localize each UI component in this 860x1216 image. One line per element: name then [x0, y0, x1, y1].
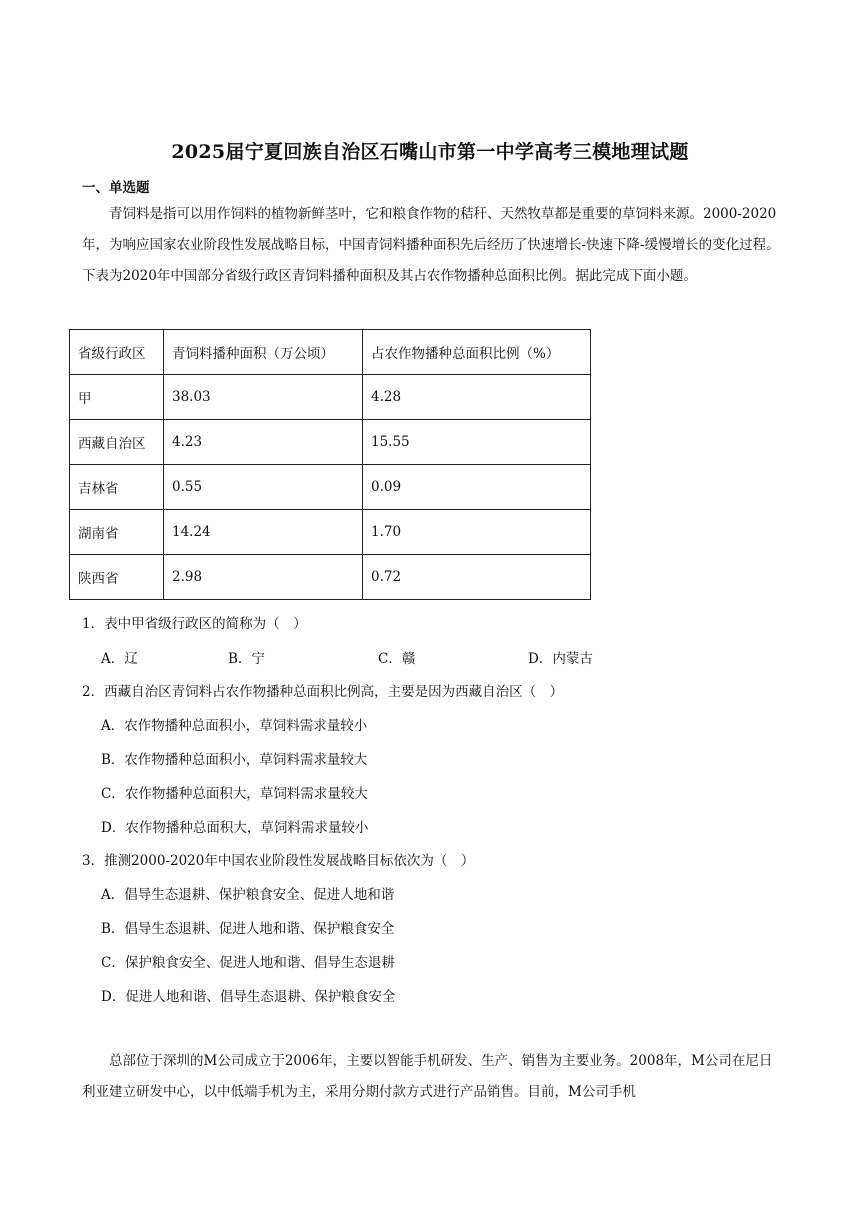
section-heading: 一、单选题 [82, 180, 150, 196]
question-3-option-b: B．倡导生态退耕、促进人地和谐、保护粮食安全 [101, 921, 395, 937]
table-cell: 0.72 [363, 555, 591, 600]
table-row [70, 375, 591, 420]
table-cell: 4.23 [164, 420, 363, 465]
table-cell: 2.98 [164, 555, 363, 600]
table-cell: 甲 [70, 375, 164, 420]
question-1-option-a: A．辽 [101, 651, 138, 667]
table-header-cell: 青饲料播种面积（万公顷） [164, 330, 363, 375]
table-cell: 西藏自治区 [70, 420, 164, 465]
table-cell: 吉林省 [70, 465, 164, 510]
question-2-option-d: D．农作物播种总面积大，草饲料需求量较小 [101, 820, 369, 836]
table-cell: 15.55 [363, 420, 591, 465]
question-3-option-d: D．促进人地和谐、倡导生态退耕、保护粮食安全 [101, 989, 396, 1005]
table-cell: 38.03 [164, 375, 363, 420]
next-passage-text: 总部位于深圳的M公司成立于2006年，主要以智能手机研发、生产、销售为主要业务。2008年，M公司在尼日利亚建立研发中心，以中低端手机为主，采用分期付款方式进行产品销售。目前，M公司手机 [82, 1053, 773, 1100]
question-2-option-a: A．农作物播种总面积小，草饲料需求量较小 [101, 718, 368, 734]
intro-passage [82, 199, 782, 292]
table-row [70, 510, 591, 555]
next-passage [82, 1046, 782, 1108]
table-cell: 湖南省 [70, 510, 164, 555]
intro-text: 青饲料是指可以用作饲料的植物新鲜茎叶，它和粮食作物的秸秆、天然牧草都是重要的草饲料来源。2000-2020年，为响应国家农业阶段性发展战略目标，中国青饲料播种面积先后经历了快速增长-快速下降-缓慢增长的变化过程。下表为2020年中国部分省级行政区青饲料播种面积及其占农作物播种总面积比例。据此完成下面小题。 [82, 206, 780, 284]
table-cell: 陕西省 [70, 555, 164, 600]
question-3-option-a: A．倡导生态退耕、保护粮食安全、促进人地和谐 [101, 887, 395, 903]
question-2-option-c: C．农作物播种总面积大，草饲料需求量较大 [101, 786, 368, 802]
table-header-cell: 占农作物播种总面积比例（%） [363, 330, 591, 375]
table-header-row [70, 330, 591, 375]
question-1-stem: 1．表中甲省级行政区的简称为（ ） [82, 616, 307, 632]
table-cell: 14.24 [164, 510, 363, 555]
table-cell: 0.55 [164, 465, 363, 510]
question-3-option-c: C．保护粮食安全、促进人地和谐、倡导生态退耕 [101, 955, 395, 971]
table-cell: 1.70 [363, 510, 591, 555]
table-header-cell: 省级行政区 [70, 330, 164, 375]
question-1-option-c: C．赣 [378, 651, 416, 667]
question-3-stem: 3．推测2000-2020年中国农业阶段性发展战略目标依次为（ ） [82, 853, 475, 869]
exam-title: 2025届宁夏回族自治区石嘴山市第一中学高考三模地理试题 [171, 141, 689, 163]
question-1-option-b: B．宁 [228, 651, 265, 667]
table-cell: 0.09 [363, 465, 591, 510]
data-table [69, 329, 591, 600]
table-cell: 4.28 [363, 375, 591, 420]
table-row [70, 555, 591, 600]
question-2-stem: 2．西藏自治区青饲料占农作物播种总面积比例高，主要是因为西藏自治区（ ） [82, 684, 564, 700]
question-1-option-d: D．内蒙古 [528, 651, 593, 667]
table-row [70, 465, 591, 510]
question-2-option-b: B．农作物播种总面积小，草饲料需求量较大 [101, 752, 368, 768]
table-row [70, 420, 591, 465]
